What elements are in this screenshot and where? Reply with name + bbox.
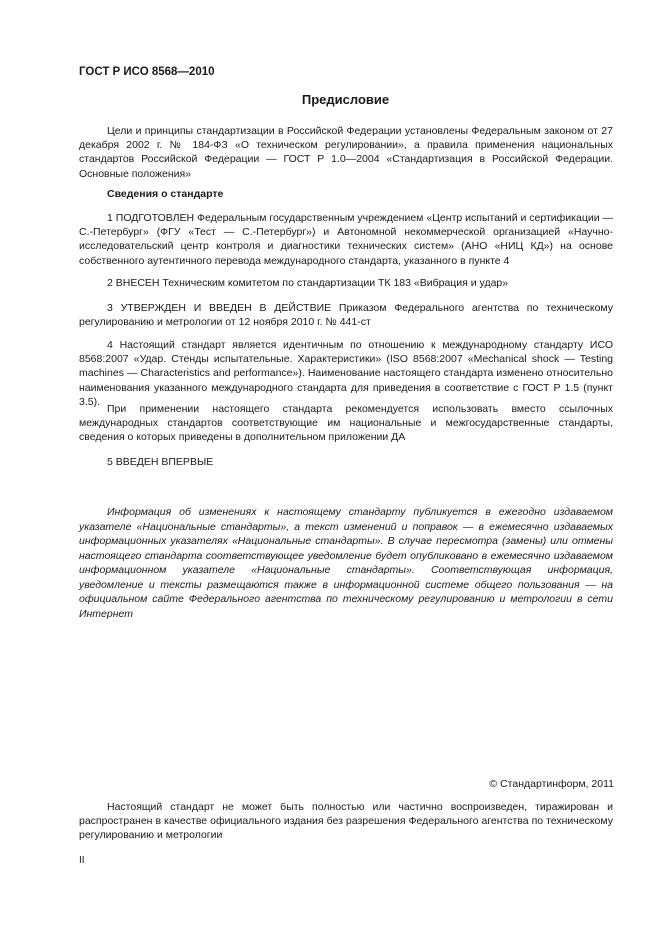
page-title: Предисловие [301,92,390,107]
reproduction-notice: Настоящий стандарт не может быть полностью или частично воспроизведен, тиражирован и распространен в качестве официального издания без разрешения Федерального агентства по техническому регулированию и метрологии [79,801,613,842]
about-standard-heading: Сведения о стандарте [107,188,224,200]
item-2-introduced: 2 ВНЕСЕН Техническим комитетом по стандартизации ТК 183 «Вибрация и удар» [107,277,509,289]
item-3-approved: 3 УТВЕРЖДЕН И ВВЕДЕН В ДЕЙСТВИЕ Приказом Федерального агентства по техническому регулированию и метрологии от 12 ноября 2010 г. № 441-ст [79,302,613,329]
page-number: II [79,855,85,866]
intro-paragraph: Цели и принципы стандартизации в Российской Федерации установлены Федеральным законом от 27 декабря 2002 г. № 184-ФЗ «О техническом регулировании», а правила применения национальных стандартов Российской Федерации — ГОСТ Р 1.0—2004 «Стандартизация в Российской Федерации. Основные положения» [79,125,613,180]
info-notice: Информация об изменениях к настоящему стандарту публикуется в ежегодно издаваемом указателе «Национальные стандарты», а текст изменений и поправок — в ежемесячно издаваемых информационных указателях «Национальные стандарты». В случае пересмотра (замены) или отмены настоящего стандарта соответствующее уведомление будет опубликовано в ежемесячно издаваемом информационном указателе «Национальные стандарты». Соответствующая информация, уведомление и тексты размещаются также в информационной системе общего пользования — на официальном сайте Федерального агентства по техническому регулированию и метрологии в сети Интернет [79,506,613,620]
document-header: ГОСТ Р ИСО 8568—2010 [79,66,215,78]
item-4-identical: 4 Настоящий стандарт является идентичным по отношению к международному стандарту ИСО 8568:2007 «Удар. Стенды испытательные. Характеристики» (ISO 8568:2007 «Mechanical shock — Testing machines — Characteristics and performance»). Наименование настоящего стандарта изменено относительно наименования указанного международного стандарта для приведения в соответствие с ГОСТ Р 1.5 (пункт 3.5). [79,339,613,408]
item-4-note: При применении настоящего стандарта рекомендуется использовать вместо ссылочных международных стандартов соответствующие им национальные и межгосударственные стандарты, сведения о которых приведены в дополнительном приложении ДА [79,403,613,444]
item-1-prepared: 1 ПОДГОТОВЛЕН Федеральным государственным учреждением «Центр испытаний и сертификации — С.-Петербург» (ФГУ «Тест — С.-Петербург») и Автономной некоммерческой организацией «Научно-исследовательский центр контроля и диагностики технических систем» (АНО «НИЦ КД») на основе собственного аутентичного перевода международного стандарта, указанного в пункте 4 [79,212,613,267]
item-5-first-introduced: 5 ВВЕДЕН ВПЕРВЫЕ [107,456,214,468]
copyright-notice: © Стандартинформ, 2011 [489,778,614,790]
